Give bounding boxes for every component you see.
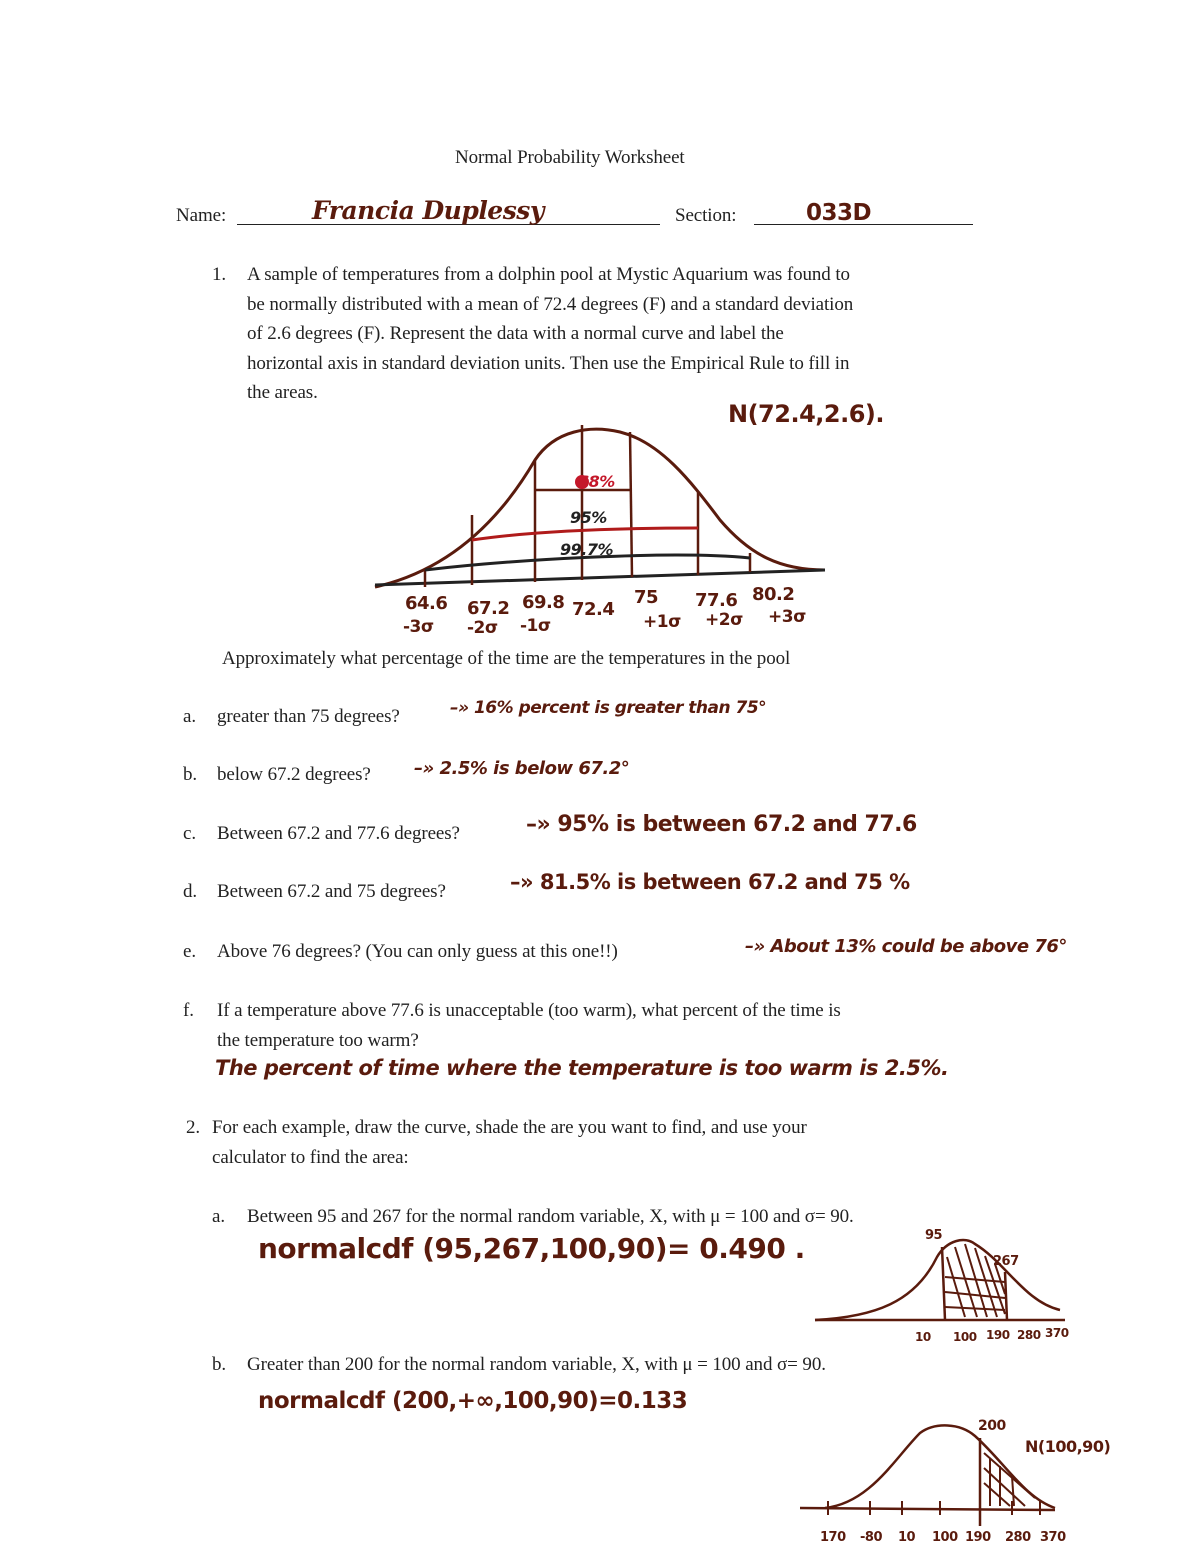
q1-prompt: Approximately what percentage of the time are the temperatures in the pool xyxy=(222,648,791,669)
part-a-letter: a. xyxy=(183,706,196,727)
part-c-letter: c. xyxy=(183,823,196,844)
q2a-axis-label: 100 xyxy=(953,1330,977,1344)
q2b-sketch-note: N(100,90) xyxy=(1025,1437,1111,1456)
q2a-axis-label: 190 xyxy=(986,1328,1010,1342)
label-997-percent: 99.7% xyxy=(560,540,614,559)
q2-line-1: For each example, draw the curve, shade the are you want to find, and use your xyxy=(212,1117,807,1138)
axis-sd-label: +3σ xyxy=(768,607,806,627)
page-title: Normal Probability Worksheet xyxy=(455,147,685,168)
q2-number: 2. xyxy=(186,1117,201,1138)
axis-value: 77.6 xyxy=(695,590,738,611)
axis-sd-label: +1σ xyxy=(643,612,681,632)
q2b-answer: normalcdf (200,+∞,100,90)=0.133 xyxy=(258,1388,688,1414)
part-d-question: Between 67.2 and 75 degrees? xyxy=(217,881,446,902)
part-b-letter: b. xyxy=(183,764,198,785)
q2-text xyxy=(212,1113,807,1172)
q2-line-2: calculator to find the area: xyxy=(212,1146,409,1168)
part-f-answer: The percent of time where the temperature is too warm is 2.5%. xyxy=(215,1056,949,1080)
q1-line-4: horizontal axis in standard deviation units. Then use the Empirical Rule to fill in xyxy=(247,352,850,374)
part-d-answer: –» 81.5% is between 67.2 and 75 % xyxy=(510,870,910,894)
q1-line-1: A sample of temperatures from a dolphin pool at Mystic Aquarium was found to xyxy=(247,264,850,285)
part-c-answer: –» 95% is between 67.2 and 77.6 xyxy=(526,812,917,837)
axis-value: 69.8 xyxy=(522,592,565,613)
name-label: Name: xyxy=(176,205,227,226)
label-68-percent: 68% xyxy=(578,472,615,491)
part-c-question: Between 67.2 and 77.6 degrees? xyxy=(217,823,460,844)
q2a-sketch-top-label: 95 xyxy=(925,1228,943,1243)
part-f-question xyxy=(217,996,841,1055)
q2b-axis-label: 100 xyxy=(932,1530,958,1545)
axis-value: 80.2 xyxy=(752,584,795,605)
section-label: Section: xyxy=(675,205,737,226)
q2b-axis-label: 370 xyxy=(1040,1530,1066,1545)
q2a-answer: normalcdf (95,267,100,90)= 0.490 . xyxy=(258,1232,805,1265)
q1-text xyxy=(247,260,853,408)
part-a-answer: –» 16% percent is greater than 75° xyxy=(450,698,767,718)
axis-value: 64.6 xyxy=(405,593,448,614)
part-a-question: greater than 75 degrees? xyxy=(217,706,400,727)
q2b-axis-label: 280 xyxy=(1005,1530,1031,1545)
q2b-axis-label: 170 xyxy=(820,1530,846,1545)
axis-value: 72.4 xyxy=(572,599,615,620)
part-b-question: below 67.2 degrees? xyxy=(217,764,371,785)
axis-sd-label: -2σ xyxy=(467,618,498,638)
axis-sd-label: -1σ xyxy=(520,616,551,636)
label-95-percent: 95% xyxy=(570,508,607,527)
q2b-axis-label: -80 xyxy=(860,1530,882,1545)
q2a-axis-label: 280 xyxy=(1017,1328,1041,1342)
part-e-letter: e. xyxy=(183,941,196,962)
q1-number: 1. xyxy=(212,264,227,285)
axis-sd-label: +2σ xyxy=(705,610,743,630)
q2a-letter: a. xyxy=(212,1206,225,1227)
q1-notation: N(72.4,2.6). xyxy=(728,400,884,428)
q2a-axis-label: 370 xyxy=(1045,1326,1069,1340)
q2b-sketch-top-label: 200 xyxy=(978,1418,1006,1434)
part-d-letter: d. xyxy=(183,881,198,902)
part-e-question: Above 76 degrees? (You can only guess at this one!!) xyxy=(217,941,618,962)
q1-line-2: be normally distributed with a mean of 72.4 degrees (F) and a standard deviation xyxy=(247,293,854,315)
q2a-sketch xyxy=(815,1232,1070,1327)
q1-line-5: the areas. xyxy=(247,382,318,403)
axis-sd-label: -3σ xyxy=(403,617,434,637)
part-b-answer: –» 2.5% is below 67.2° xyxy=(414,758,630,779)
part-f-line-1: If a temperature above 77.6 is unacceptable (too warm), what percent of the time is xyxy=(217,1000,841,1021)
axis-value: 75 xyxy=(634,587,659,608)
part-f-line-2: the temperature too warm? xyxy=(217,1029,419,1051)
q2a-axis-label: 10 xyxy=(915,1330,931,1344)
part-f-letter: f. xyxy=(183,1000,194,1021)
q2b-question: Greater than 200 for the normal random variable, X, with μ = 100 and σ= 90. xyxy=(247,1354,826,1375)
q2b-axis-label: 10 xyxy=(898,1530,916,1545)
student-name: Francia Duplessy xyxy=(312,196,544,225)
q1-line-3: of 2.6 degrees (F). Represent the data with a normal curve and label the xyxy=(247,323,784,344)
q2a-question: Between 95 and 267 for the normal random variable, X, with μ = 100 and σ= 90. xyxy=(247,1206,854,1227)
q2a-sketch-top-label: 267 xyxy=(993,1254,1019,1269)
q2b-axis-label: 190 xyxy=(965,1530,991,1545)
part-e-answer: –» About 13% could be above 76° xyxy=(745,936,1067,957)
q2b-sketch xyxy=(800,1418,1070,1528)
axis-value: 67.2 xyxy=(467,598,510,619)
section-value: 033D xyxy=(806,200,872,226)
q2b-letter: b. xyxy=(212,1354,227,1375)
